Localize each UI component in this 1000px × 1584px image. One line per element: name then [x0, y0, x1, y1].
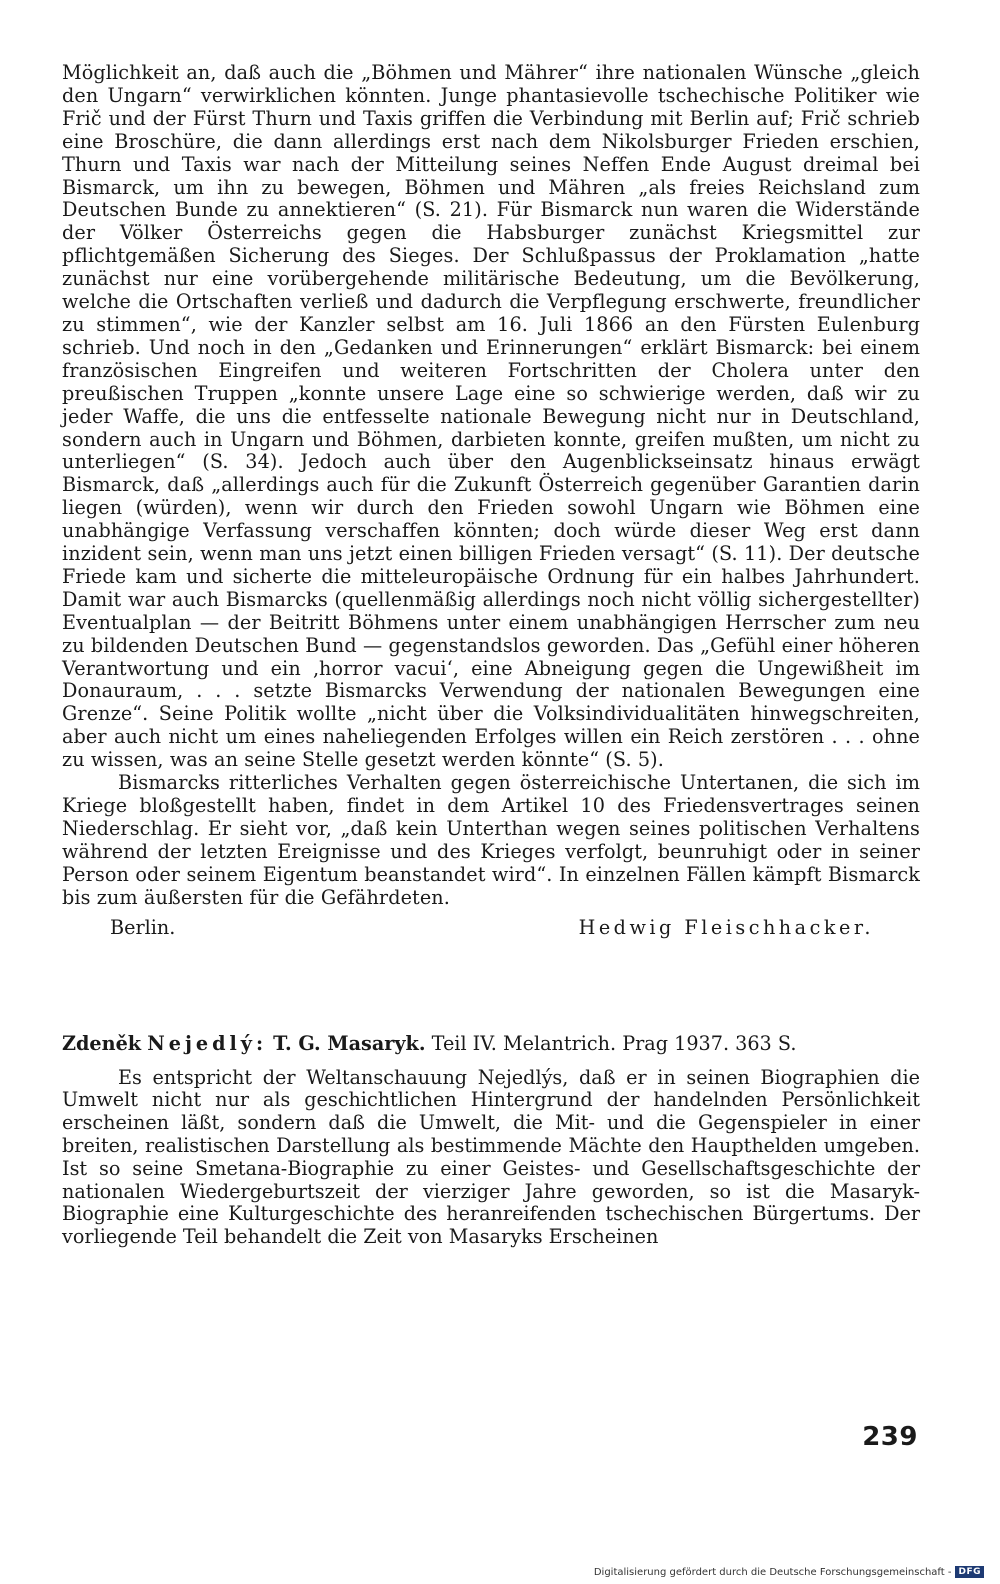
page-content: [62, 62, 920, 1268]
signature-place: Berlin.: [110, 915, 176, 939]
page-number: 239: [862, 1422, 918, 1452]
signature-line: [62, 916, 920, 942]
dfg-logo-icon: DFG: [955, 1566, 984, 1578]
review-body: Es entspricht der Weltanschauung Nejedlýs, daß er in seinen Biographien die Umwelt nicht nur als geschichtlichen Hintergrund der handelnden Persönlichkeit erscheinen läßt, sondern daß die Umwelt, die Mit- und die Gegenspieler in einer breiten, realistischen Darstellung als bestimmende Mächte den Haupthelden umgeben. Ist so seine Smetana-Biographie zu einer Geistes- und Gesellschaftsgeschichte der nationalen Wiedergeburtszeit der vierziger Jahre geworden, so ist die Masaryk-Biographie eine Kulturgeschichte des heranreifenden tschechischen Bürgertums. Der vorliegende Teil behandelt die Zeit von Masaryks Erscheinen: [62, 1065, 920, 1249]
digitization-footer: [594, 1566, 984, 1578]
reviewer-name: Hedwig Fleischhacker.: [578, 915, 874, 939]
review-paragraph-2: Bismarcks ritterliches Verhalten gegen österreichische Untertanen, die sich im Kriege bloßgestellt haben, findet in dem Artikel 10 des Friedensvertrages seinen Niederschlag. Er sieht vor, „daß kein Unterthan wegen seines politischen Verhaltens während der letzten Ereignisse und des Krieges verfolgt, beunruhigt oder in seiner Person oder seinem Eigentum beanstandet wird“. In einzelnen Fällen kämpft Bismarck bis zum äußersten für die Gefährdeten.: [62, 771, 920, 909]
book-author-first-name: Zdeněk: [62, 1031, 142, 1055]
book-author-surname: Nejedlý:: [147, 1031, 268, 1055]
book-title: T. G. Masaryk.: [273, 1031, 426, 1055]
review-paragraph-1: Möglichkeit an, daß auch die „Böhmen und Mährer“ ihre nationalen Wünsche „gleich den Ungarn“ verwirklichen könnten. Junge phantasievolle tschechische Politiker wie Frič und der Fürst Thurn und Taxis griffen die Verbindung mit Berlin auf; Frič schrieb eine Broschüre, die dann allerdings erst nach dem Nikolsburger Frieden erschien, Thurn und Taxis war nach der Mitteilung seines Neffen Ende August dreimal bei Bismarck, um ihn zu bewegen, Böhmen und Mähren „als freies Reichsland zum Deutschen Bunde zu annektieren“ (S. 21). Für Bismarck nun waren die Widerstände der Völker Österreichs gegen die Habsburger zunächst Kriegsmittel zur pflichtgemäßen Sicherung des Sieges. Der Schlußpassus der Proklamation „hatte zunächst nur eine vorübergehende militärische Bedeutung, um die Bevölkerung, welche die Ortschaften verließ und dadurch die Verpflegung erschwerte, freundlicher zu stimmen“, wie der Kanzler selbst am 16. Juli 1866 an den Fürsten Eulenburg schrieb. Und noch in den „Gedanken und Erinnerungen“ erklärt Bismarck: bei einem französischen Eingreifen und weiteren Fortschritten der Cholera unter den preußischen Truppen „konnte unsere Lage eine so schwierige werden, daß wir zu jeder Waffe, die uns die entfesselte nationale Bewegung nicht nur in Deutschland, sondern auch in Ungarn und Böhmen, darbieten konnte, greifen mußten, um nicht zu unterliegen“ (S. 34). Jedoch auch über den Augenblickseinsatz hinaus erwägt Bismarck, daß „allerdings auch für die Zukunft Österreich gegenüber Garantien darin liegen (würden), wenn wir durch den Frieden sowohl Ungarn wie Böhmen eine unabhängige Verfassung verschaffen könnten; doch würde dieser Weg erst dann inzident sein, wenn man uns jetzt einen billigen Frieden versagt“ (S. 11). Der deutsche Friede kam und sicherte die mitteleuropäische Ordnung für ein halbes Jahrhundert. Damit war auch Bismarcks (quellenmäßig allerdings noch nicht völlig sichergestellter) Eventualplan — der Beitritt Böhmens unter einem unabhängigen Herrscher zum neu zu bildenden Deutschen Bund — gegenstandslos geworden. Das „Gefühl einer höheren Verantwortung und ein ‚horror vacui‘, eine Abneigung gegen die Ungewißheit im Donauraum, . . . setzte Bismarcks Verwendung der nationalen Bewegungen eine Grenze“. Seine Politik wollte „nicht über die Volksindividualitäten hinwegschreiten, aber auch nicht um eines naheliegenden Erfolges willen ein Reich zerstören . . . ohne zu wissen, was an seine Stelle gesetzt werden könnte“ (S. 5).: [62, 61, 920, 772]
review-heading: [62, 1032, 920, 1055]
footer-text: Digitalisierung gefördert durch die Deutsche Forschungsgemeinschaft -: [593, 1566, 952, 1578]
publication-info: Teil IV. Melantrich. Prag 1937. 363 S.: [431, 1031, 797, 1055]
